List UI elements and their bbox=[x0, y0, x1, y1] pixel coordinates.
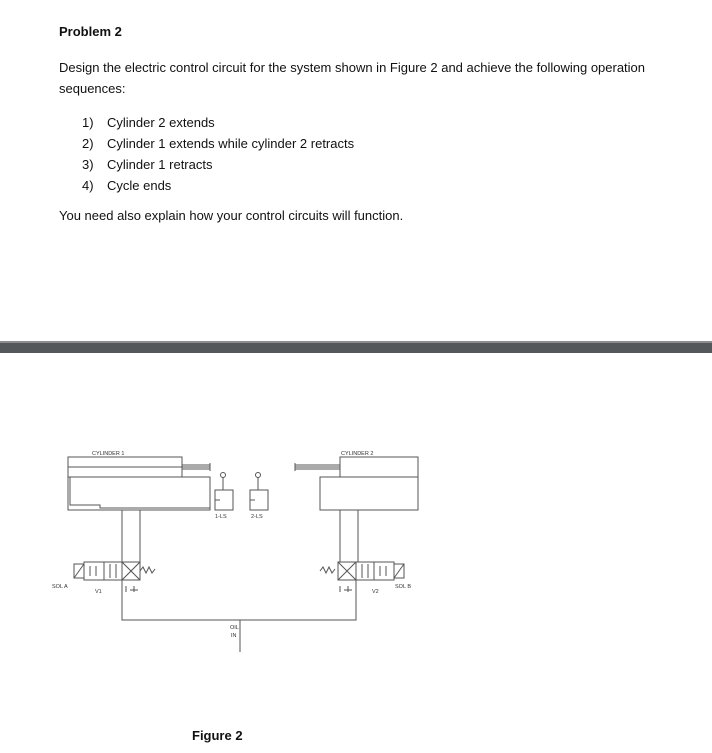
list-item bbox=[82, 133, 354, 154]
problem-intro: Design the electric control circuit for the system shown in Figure 2 and achieve the following operation sequences: bbox=[59, 60, 646, 96]
list-item bbox=[82, 175, 354, 196]
oil-label: OIL bbox=[230, 625, 239, 631]
step-text: Cycle ends bbox=[107, 178, 172, 193]
step-text: Cylinder 1 extends while cylinder 2 retracts bbox=[107, 136, 355, 151]
valve-v1-label: V1 bbox=[95, 589, 102, 595]
explanation-note: You need also explain how your control circuits will function. bbox=[59, 208, 404, 223]
list-item bbox=[82, 154, 354, 175]
limit-switch-1ls bbox=[215, 473, 233, 511]
solenoid-b-label: SOL B bbox=[395, 584, 411, 590]
solenoid-a-label: SOL A bbox=[52, 584, 68, 590]
cylinder-2-label: CYLINDER 2 bbox=[341, 451, 374, 457]
cylinder-2 bbox=[295, 457, 418, 555]
valve-v2 bbox=[320, 530, 404, 602]
operation-sequence-list bbox=[82, 112, 354, 196]
limit-switch-1ls-label: 1-LS bbox=[215, 514, 227, 520]
limit-switch-2ls-label: 2-LS bbox=[251, 514, 263, 520]
cylinder-1 bbox=[68, 457, 210, 555]
page-divider bbox=[0, 341, 712, 353]
list-item bbox=[82, 112, 354, 133]
step-number: 1) bbox=[82, 115, 94, 130]
step-number: 2) bbox=[82, 136, 94, 151]
valve-v1 bbox=[74, 530, 155, 602]
problem-title: Problem 2 bbox=[59, 24, 122, 39]
hydraulic-circuit-diagram bbox=[50, 440, 430, 655]
step-text: Cylinder 1 retracts bbox=[107, 157, 213, 172]
step-number: 4) bbox=[82, 178, 94, 193]
valve-v2-label: V2 bbox=[372, 589, 379, 595]
limit-switch-2ls bbox=[250, 473, 268, 511]
cylinder-1-label: CYLINDER 1 bbox=[92, 451, 125, 457]
figure-caption: Figure 2 bbox=[192, 728, 243, 743]
step-text: Cylinder 2 extends bbox=[107, 115, 215, 130]
oil-in-label: IN bbox=[231, 633, 237, 639]
step-number: 3) bbox=[82, 157, 94, 172]
